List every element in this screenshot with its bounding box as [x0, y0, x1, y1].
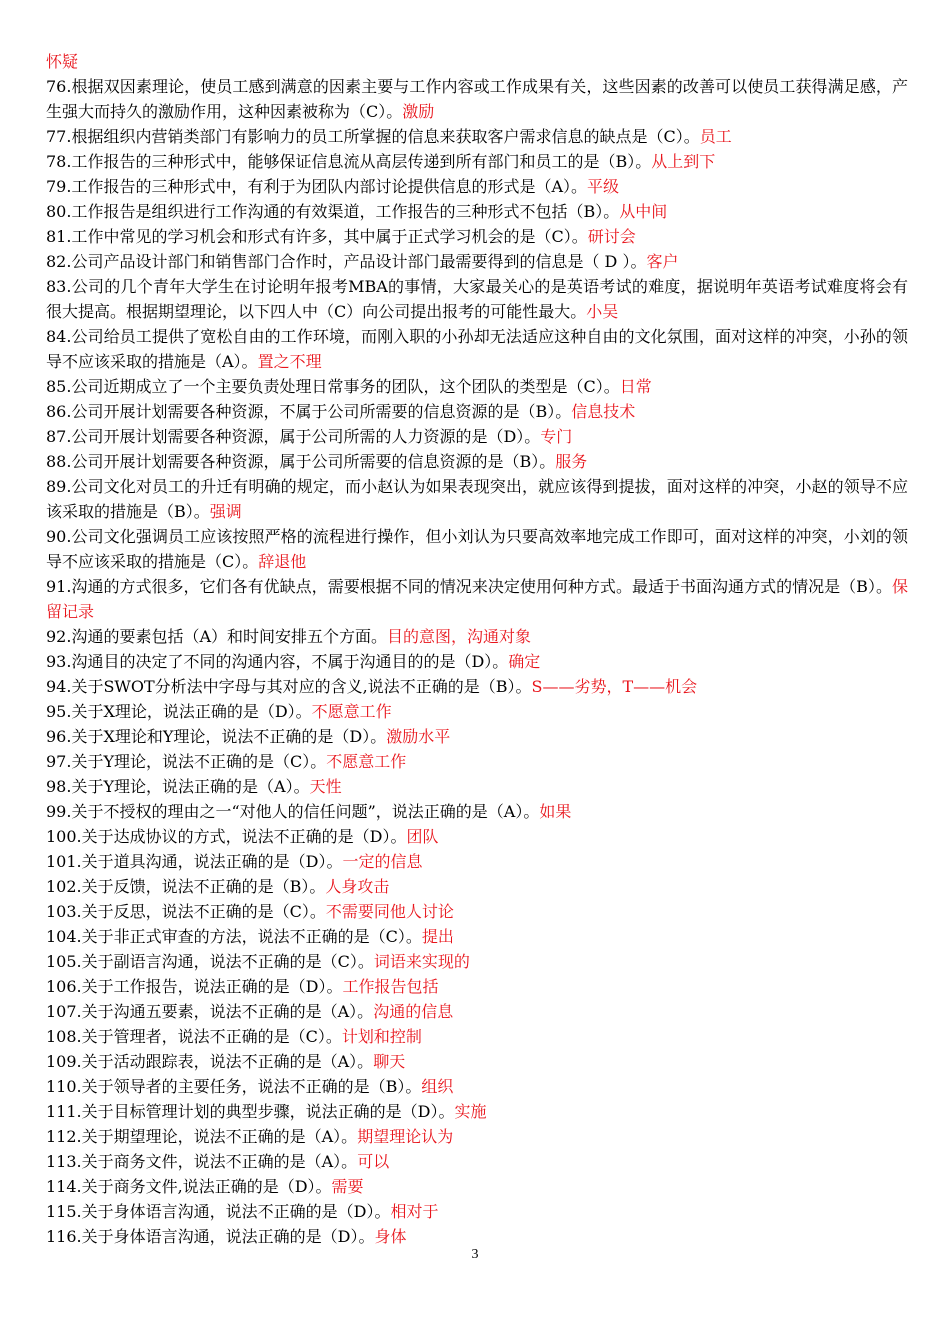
- question-text: 83.公司的几个青年大学生在讨论明年报考MBA的事情，大家最关心的是英语考试的难度，据说明年英语考试难度将会有很大提高。根据期望理论，以下四人中（C）向公司提出报考的可能性最大。: [46, 277, 908, 321]
- answer-hint: 置之不理: [257, 352, 322, 371]
- question-text: 97.关于Y理论，说法不正确的是（C）。: [46, 752, 327, 771]
- answer-hint: 激励水平: [386, 727, 451, 746]
- answer-hint: 工作报告包括: [342, 977, 439, 996]
- question-text: 90.公司文化强调员工应该按照严格的流程进行操作，但小刘认为只要高效率地完成工作即可，面对这样的冲突，小刘的领导不应该采取的措施是（C）。: [46, 527, 908, 571]
- question-text: 94.关于SWOT分析法中字母与其对应的含义,说法不正确的是（B）。: [46, 677, 532, 696]
- question-item: [46, 1149, 908, 1174]
- question-text: 104.关于非正式审查的方法，说法不正确的是（C）。: [46, 927, 422, 946]
- question-text: 98.关于Y理论，说法正确的是（A）。: [46, 777, 310, 796]
- question-item: [46, 224, 908, 249]
- answer-hint: 组织: [421, 1077, 454, 1096]
- question-text: 84.公司给员工提供了宽松自由的工作环境，而刚入职的小孙却无法适应这种自由的文化氛围，面对这样的冲突，小孙的领导不应该采取的措施是（A）。: [46, 327, 908, 371]
- answer-hint: 激励: [402, 102, 435, 121]
- question-item: [46, 199, 908, 224]
- answer-hint: 人身攻击: [325, 877, 390, 896]
- answer-hint: 实施: [454, 1102, 487, 1121]
- question-item: [46, 524, 908, 574]
- lead-answer: 怀疑: [46, 52, 79, 71]
- question-text: 115.关于身体语言沟通，说法不正确的是（D）。: [46, 1202, 391, 1221]
- question-item: [46, 774, 908, 799]
- answer-hint: 计划和控制: [341, 1027, 422, 1046]
- question-text: 105.关于副语言沟通，说法不正确的是（C）。: [46, 952, 374, 971]
- question-item: [46, 799, 908, 824]
- question-item: [46, 174, 908, 199]
- question-item: [46, 474, 908, 524]
- question-item: [46, 424, 908, 449]
- answer-hint: 团队: [406, 827, 439, 846]
- question-item: [46, 1024, 908, 1049]
- question-text: 111.关于目标管理计划的典型步骤，说法正确的是（D）。: [46, 1102, 455, 1121]
- question-text: 93.沟通目的决定了不同的沟通内容，不属于沟通目的的是（D）。: [46, 652, 509, 671]
- answer-hint: 聊天: [373, 1052, 406, 1071]
- answer-hint: 不需要同他人讨论: [325, 902, 454, 921]
- answer-hint: 信息技术: [571, 402, 636, 421]
- answer-hint: 从上到下: [651, 152, 716, 171]
- answer-hint: 平级: [587, 177, 620, 196]
- answer-hint: 员工: [699, 127, 732, 146]
- question-item: [46, 1199, 908, 1224]
- answer-hint: 如果: [539, 802, 572, 821]
- answer-hint: 服务: [555, 452, 588, 471]
- lead-line: [46, 49, 908, 74]
- answer-hint: 词语来实现的: [373, 952, 470, 971]
- question-item: [46, 1224, 908, 1249]
- question-item: [46, 649, 908, 674]
- question-item: [46, 1124, 908, 1149]
- answer-hint: 研讨会: [587, 227, 636, 246]
- answer-hint: 不愿意工作: [326, 752, 407, 771]
- question-text: 95.关于X理论，说法正确的是（D）。: [46, 702, 312, 721]
- answer-hint: 客户: [646, 252, 679, 271]
- question-text: 78.工作报告的三种形式中，能够保证信息流从高层传递到所有部门和员工的是（B）。: [46, 152, 652, 171]
- document-body: [46, 49, 908, 1249]
- question-item: [46, 74, 908, 124]
- question-item: [46, 749, 908, 774]
- answer-hint: 不愿意工作: [311, 702, 392, 721]
- question-item: [46, 1074, 908, 1099]
- question-text: 116.关于身体语言沟通，说法正确的是（D）。: [46, 1227, 375, 1246]
- question-text: 87.公司开展计划需要各种资源，属于公司所需的人力资源的是（D）。: [46, 427, 541, 446]
- answer-hint: 沟通的信息: [373, 1002, 454, 1021]
- question-text: 77.根据组织内营销类部门有影响力的员工所掌握的信息来获取客户需求信息的缺点是（C）。: [46, 127, 700, 146]
- question-item: [46, 699, 908, 724]
- answer-hint: 身体: [374, 1227, 407, 1246]
- question-item: [46, 824, 908, 849]
- question-item: [46, 1049, 908, 1074]
- question-text: 100.关于达成协议的方式，说法不正确的是（D）。: [46, 827, 407, 846]
- question-text: 91.沟通的方式很多，它们各有优缺点，需要根据不同的情况来决定使用何种方式。最适于书面沟通方式的情况是（B）。: [46, 577, 892, 596]
- question-item: [46, 724, 908, 749]
- question-item: [46, 374, 908, 399]
- answer-hint: 日常: [619, 377, 652, 396]
- answer-hint: 确定: [508, 652, 541, 671]
- question-text: 86.公司开展计划需要各种资源，不属于公司所需要的信息资源的是（B）。: [46, 402, 572, 421]
- question-item: [46, 924, 908, 949]
- question-item: [46, 1174, 908, 1199]
- question-item: [46, 399, 908, 424]
- question-text: 113.关于商务文件，说法不正确的是（A）。: [46, 1152, 358, 1171]
- question-item: [46, 899, 908, 924]
- question-text: 108.关于管理者，说法不正确的是（C）。: [46, 1027, 342, 1046]
- answer-hint: 相对于: [390, 1202, 439, 1221]
- question-list: [46, 74, 908, 1249]
- answer-hint: 提出: [421, 927, 454, 946]
- question-text: 103.关于反思，说法不正确的是（C）。: [46, 902, 326, 921]
- question-item: [46, 274, 908, 324]
- answer-hint: 小吴: [586, 302, 619, 321]
- question-item: [46, 874, 908, 899]
- question-item: [46, 249, 908, 274]
- question-item: [46, 1099, 908, 1124]
- answer-hint: 从中间: [619, 202, 668, 221]
- answer-hint: 保留记录: [46, 577, 908, 621]
- answer-hint: 可以: [357, 1152, 390, 1171]
- question-item: [46, 574, 908, 624]
- answer-hint: 一定的信息: [342, 852, 423, 871]
- question-text: 76.根据双因素理论，使员工感到满意的因素主要与工作内容或工作成果有关，这些因素的改善可以使员工获得满足感，产生强大而持久的激励作用，这种因素被称为（C）。: [46, 77, 908, 121]
- question-text: 92.沟通的要素包括（A）和时间安排五个方面。: [46, 627, 388, 646]
- question-text: 85.公司近期成立了一个主要负责处理日常事务的团队，这个团队的类型是（C）。: [46, 377, 620, 396]
- answer-hint: 期望理论认为: [357, 1127, 454, 1146]
- question-text: 107.关于沟通五要素，说法不正确的是（A）。: [46, 1002, 374, 1021]
- question-text: 112.关于期望理论，说法不正确的是（A）。: [46, 1127, 358, 1146]
- question-text: 96.关于X理论和Y理论，说法不正确的是（D）。: [46, 727, 387, 746]
- answer-hint: 辞退他: [258, 552, 307, 571]
- question-item: [46, 974, 908, 999]
- question-item: [46, 949, 908, 974]
- page-number: 3: [471, 1247, 479, 1262]
- question-item: [46, 324, 908, 374]
- question-text: 81.工作中常见的学习机会和形式有许多，其中属于正式学习机会的是（C）。: [46, 227, 588, 246]
- answer-hint: 需要: [331, 1177, 364, 1196]
- question-item: [46, 449, 908, 474]
- answer-hint: 天性: [309, 777, 342, 796]
- question-text: 80.工作报告是组织进行工作沟通的有效渠道，工作报告的三种形式不包括（B）。: [46, 202, 620, 221]
- question-text: 79.工作报告的三种形式中，有利于为团队内部讨论提供信息的形式是（A）。: [46, 177, 588, 196]
- question-text: 109.关于活动跟踪表，说法不正确的是（A）。: [46, 1052, 374, 1071]
- question-text: 114.关于商务文件,说法正确的是（D）。: [46, 1177, 332, 1196]
- question-text: 88.公司开展计划需要各种资源，属于公司所需要的信息资源的是（B）。: [46, 452, 556, 471]
- answer-hint: 强调: [209, 502, 242, 521]
- question-item: [46, 624, 908, 649]
- question-item: [46, 124, 908, 149]
- answer-hint: S——劣势，T——机会: [531, 677, 698, 696]
- question-text: 110.关于领导者的主要任务，说法不正确的是（B）。: [46, 1077, 422, 1096]
- question-text: 82.公司产品设计部门和销售部门合作时，产品设计部门最需要得到的信息是（ D ）。: [46, 252, 647, 271]
- question-text: 102.关于反馈，说法不正确的是（B）。: [46, 877, 326, 896]
- question-item: [46, 149, 908, 174]
- question-text: 99.关于不授权的理由之一“对他人的信任问题”，说法正确的是（A）。: [46, 802, 540, 821]
- question-item: [46, 674, 908, 699]
- question-text: 89.公司文化对员工的升迁有明确的规定，而小赵认为如果表现突出，就应该得到提拔，面对这样的冲突，小赵的领导不应该采取的措施是（B）。: [46, 477, 908, 521]
- question-text: 106.关于工作报告，说法正确的是（D）。: [46, 977, 343, 996]
- question-item: [46, 849, 908, 874]
- answer-hint: 目的意图，沟通对象: [387, 627, 532, 646]
- answer-hint: 专门: [540, 427, 573, 446]
- question-item: [46, 999, 908, 1024]
- question-text: 101.关于道具沟通，说法正确的是（D）。: [46, 852, 343, 871]
